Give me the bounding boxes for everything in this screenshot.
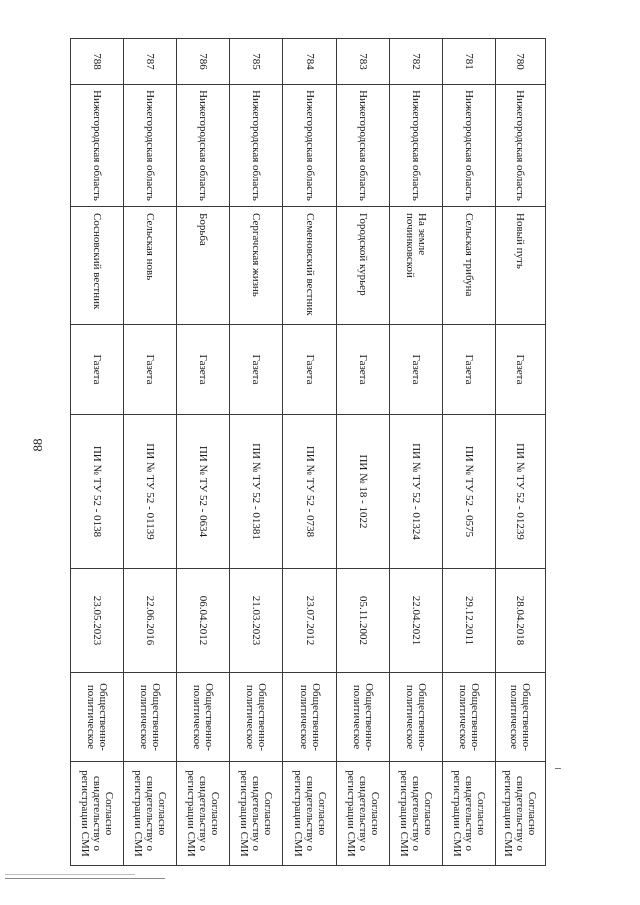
footer-rule-upper	[5, 874, 135, 875]
cell-region: Нижегородская область	[336, 85, 389, 207]
table-frame	[70, 38, 546, 865]
cell-type: Газета	[230, 325, 283, 415]
cell-reg: ПИ № ТУ 52 - 0738	[283, 415, 336, 569]
cell-reg: ПИ № ТУ 52 - 01381	[230, 415, 283, 569]
cell-title: Новый путь	[495, 207, 545, 325]
table-row	[495, 39, 545, 866]
cell-topic: Общественно-политическое	[124, 673, 177, 762]
table-row	[124, 39, 177, 866]
cell-reg: ПИ № ТУ 52 - 0138	[71, 415, 124, 569]
cell-num: 782	[389, 39, 442, 85]
cell-reg: ПИ № ТУ 52 - 01239	[495, 415, 545, 569]
cell-type: Газета	[442, 325, 495, 415]
table-row	[442, 39, 495, 866]
cell-date: 29.12.2011	[442, 569, 495, 673]
cell-note: Согласно свидетельству о регистрации СМИ	[495, 762, 545, 866]
cell-date: 28.04.2018	[495, 569, 545, 673]
cell-note: Согласно свидетельству о регистрации СМИ	[71, 762, 124, 866]
cell-note: Согласно свидетельству о регистрации СМИ	[442, 762, 495, 866]
cell-num: 780	[495, 39, 545, 85]
cell-reg: ПИ № 18 - 1022	[336, 415, 389, 569]
scan-mark	[555, 768, 561, 769]
cell-reg: ПИ № ТУ 52 - 01324	[389, 415, 442, 569]
cell-topic: Общественно-политическое	[177, 673, 230, 762]
cell-date: 06.04.2012	[177, 569, 230, 673]
cell-num: 781	[442, 39, 495, 85]
cell-note: Согласно свидетельству о регистрации СМИ	[124, 762, 177, 866]
cell-note: Согласно свидетельству о регистрации СМИ	[336, 762, 389, 866]
cell-title: Сосновский вестник	[71, 207, 124, 325]
cell-topic: Общественно-политическое	[336, 673, 389, 762]
cell-title: Сельская новь	[124, 207, 177, 325]
cell-region: Нижегородская область	[283, 85, 336, 207]
cell-reg: ПИ № ТУ 52 - 01139	[124, 415, 177, 569]
footer-rule	[5, 878, 165, 879]
cell-date: 05.11.2002	[336, 569, 389, 673]
cell-region: Нижегородская область	[124, 85, 177, 207]
cell-type: Газета	[177, 325, 230, 415]
cell-region: Нижегородская область	[442, 85, 495, 207]
cell-topic: Общественно-политическое	[495, 673, 545, 762]
cell-region: Нижегородская область	[230, 85, 283, 207]
cell-region: Нижегородская область	[71, 85, 124, 207]
cell-title: Городской курьер	[336, 207, 389, 325]
page-number: 88	[30, 438, 45, 452]
cell-title: Сельская трибуна	[442, 207, 495, 325]
cell-num: 785	[230, 39, 283, 85]
cell-num: 783	[336, 39, 389, 85]
cell-title: Сергачская жизнь	[230, 207, 283, 325]
cell-type: Газета	[336, 325, 389, 415]
cell-date: 21.03.2023	[230, 569, 283, 673]
cell-note: Согласно свидетельству о регистрации СМИ	[283, 762, 336, 866]
cell-region: Нижегородская область	[495, 85, 545, 207]
table-row	[230, 39, 283, 866]
cell-title: Семеновский вестник	[283, 207, 336, 325]
cell-date: 23.07.2012	[283, 569, 336, 673]
table-row	[177, 39, 230, 866]
cell-date: 22.04.2021	[389, 569, 442, 673]
cell-type: Газета	[124, 325, 177, 415]
cell-title: На земле починковской	[389, 207, 442, 325]
cell-note: Согласно свидетельству о регистрации СМИ	[230, 762, 283, 866]
cell-topic: Общественно-политическое	[283, 673, 336, 762]
cell-type: Газета	[71, 325, 124, 415]
cell-num: 786	[177, 39, 230, 85]
cell-num: 788	[71, 39, 124, 85]
table-row	[71, 39, 124, 866]
cell-num: 787	[124, 39, 177, 85]
cell-note: Согласно свидетельству о регистрации СМИ	[177, 762, 230, 866]
cell-title: Борьба	[177, 207, 230, 325]
cell-reg: ПИ № ТУ 52 - 0634	[177, 415, 230, 569]
cell-type: Газета	[283, 325, 336, 415]
cell-num: 784	[283, 39, 336, 85]
cell-region: Нижегородская область	[177, 85, 230, 207]
media-registry-table	[70, 38, 546, 866]
table-row	[389, 39, 442, 866]
cell-topic: Общественно-политическое	[230, 673, 283, 762]
table-row	[336, 39, 389, 866]
cell-date: 22.06.2016	[124, 569, 177, 673]
cell-type: Газета	[389, 325, 442, 415]
cell-type: Газета	[495, 325, 545, 415]
table-row	[283, 39, 336, 866]
cell-date: 23.05.2023	[71, 569, 124, 673]
cell-reg: ПИ № ТУ 52 - 0575	[442, 415, 495, 569]
cell-region: Нижегородская область	[389, 85, 442, 207]
cell-topic: Общественно-политическое	[442, 673, 495, 762]
cell-note: Согласно свидетельству о регистрации СМИ	[389, 762, 442, 866]
cell-topic: Общественно-политическое	[389, 673, 442, 762]
cell-topic: Общественно-политическое	[71, 673, 124, 762]
